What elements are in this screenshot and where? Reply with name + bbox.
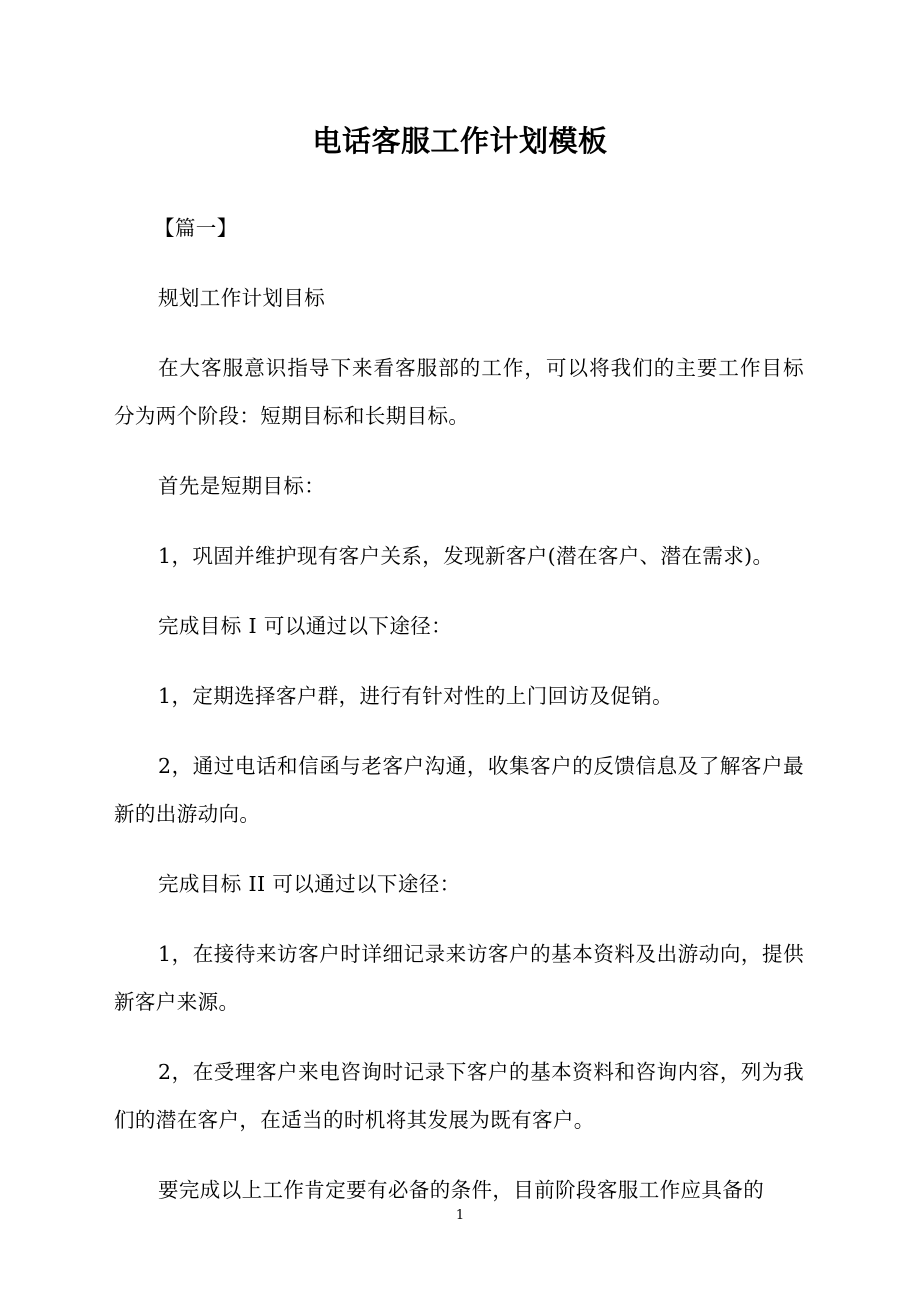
- paragraph: 2，在受理客户来电咨询时记录下客户的基本资料和咨询内容，列为我们的潜在客户，在适当的时机将其发展为既有客户。: [114, 1060, 804, 1132]
- document-body: [114, 204, 804, 1236]
- paragraph: 1，在接待来访客户时详细记录来访客户的基本资料及出游动向，提供新客户来源。: [114, 942, 804, 1014]
- paragraph: 在大客服意识指导下来看客服部的工作，可以将我们的主要工作目标分为两个阶段：短期目标和长期目标。: [114, 356, 804, 428]
- paragraph: 完成目标 II 可以通过以下途径：: [158, 872, 461, 896]
- paragraph: 首先是短期目标：: [158, 474, 326, 498]
- paragraph: 完成目标 I 可以通过以下途径：: [158, 614, 453, 638]
- paragraph: 1，巩固并维护现有客户关系，发现新客户(潜在客户、潜在需求)。: [158, 544, 774, 568]
- paragraph: 2，通过电话和信函与老客户沟通，收集客户的反馈信息及了解客户最新的出游动向。: [114, 754, 804, 826]
- paragraph: 要完成以上工作肯定要有必备的条件，目前阶段客服工作应具备的: [158, 1178, 765, 1202]
- page-number: 1: [455, 1208, 465, 1223]
- section-label: 【篇一】: [154, 216, 238, 240]
- paragraph: 规划工作计划目标: [158, 286, 326, 310]
- document-title: 电话客服工作计划模板: [312, 124, 608, 158]
- paragraph: 1，定期选择客户群，进行有针对性的上门回访及促销。: [158, 684, 674, 708]
